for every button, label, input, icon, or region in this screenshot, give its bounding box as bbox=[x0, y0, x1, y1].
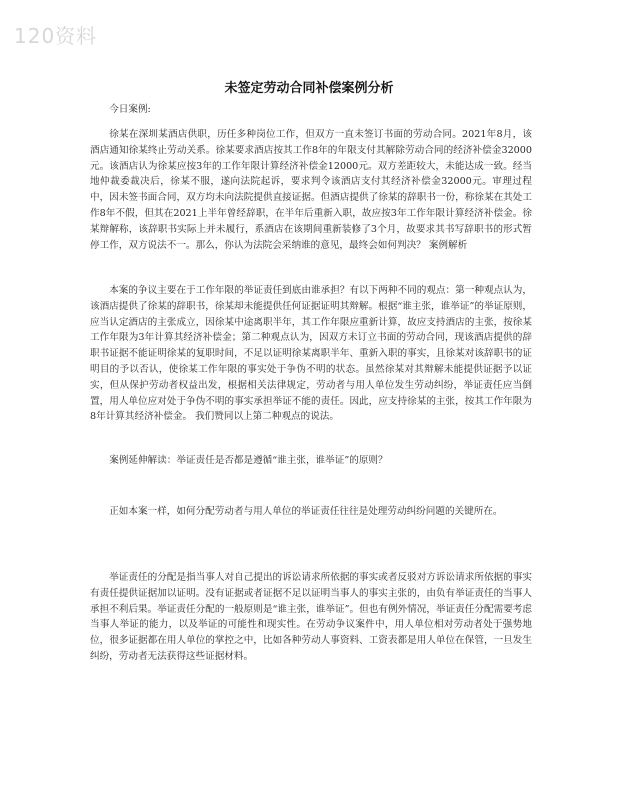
paragraph-case: 徐某在深圳某酒店供职，历任多种岗位工作，但双方一直未签订书面的劳动合同。2021年8月，该酒店通知徐某终止劳动关系。徐某要求酒店按其工作8年的年限支付其解除劳动合同的经济补偿金32000元。该酒店认为徐某应按3年的工作年限计算经济补偿金12000元。双方差距较大，未能达成一致。经当地仲裁委裁决后，徐某不服，遂向法院起诉，要求判令该酒店支付其经济补偿金32000元。审理过程中，因未签书面合同，双方均未向法院提供直接证据。但酒店提供了徐某的辞职书一份，称徐某在其处工作8年不假，但其在2021上半年曾经辞职，在半年后重新入职，故应按3年工作年限计算经济补偿金。徐某辩解称，该辞职书实际上并未履行，系酒店在该期间重新装修了3个月，故要求其书写辞职书的形式暂停工作，双方说法不一。那么，你认为法院会采纳谁的意见，最终会如何判决？ 案例解析 bbox=[90, 129, 532, 251]
document-title: 未签定劳动合同补偿案例分析 bbox=[224, 81, 394, 96]
paragraph-key-point: 正如本案一样，如何分配劳动者与用人单位的举证责任往往是处理劳动纠纷问题的关键所在。 bbox=[109, 506, 503, 517]
paragraph-burden-of-proof: 举证责任的分配是指当事人对自己提出的诉讼请求所依据的事实或者反驳对方诉讼请求所依据的事实有责任提供证据加以证明。没有证据或者证据不足以证明当事人的事实主张的，由负有举证责任的当事人承担不利后果。举证责任分配的一般原则是“谁主张，谁举证”。但也有例外情况，举证责任分配需要考虑当事人举证的能力，以及举证的可能性和现实性。在劳动争议案件中，用人单位相对劳动者处于强势地位，很多证据都在用人单位的掌控之中，比如各种劳动人事资料、工资表都是用人单位在保管，一旦发生纠纷，劳动者无法获得这些证据材料。 bbox=[90, 572, 532, 662]
watermark-text: 120资料 bbox=[14, 24, 98, 48]
paragraph-analysis: 本案的争议主要在于工作年限的举证责任到底由谁承担？有以下两种不同的观点：第一种观点认为，该酒店提供了徐某的辞职书，徐某却未能提供任何证据证明其辩解。根据“谁主张，谁举证”的举证原则，应当认定酒店的主张成立，因徐某中途离职半年，其工作年限应重新计算，故应支持酒店的主张，按徐某工作年限为3年计算其经济补偿金；第二种观点认为，因双方未订立书面的劳动合同，现该酒店提供的辞职书证据不能证明徐某的复职时间，不足以证明徐某离职半年、重新入职的事实，且徐某对该辞职书的证明目的予以否认，使徐某工作年限的事实处于争伪不明的状态。虽然徐某对其辩解未能提供证据予以证实，但从保护劳动者权益出发，根据相关法律规定，劳动者与用人单位发生劳动纠纷，举证责任应当倒置，用人单位应对处于争伪不明的事实承担举证不能的责任。因此，应支持徐某的主张，按其工作年限为8年计算其经济补偿金。 我们赞同以上第二种观点的说法。 bbox=[90, 285, 532, 423]
paragraph-extension-heading: 案例延伸解读：举证责任是否都是遵循“谁主张，谁举证”的原则？ bbox=[109, 455, 388, 466]
paragraph-intro: 今日案例: bbox=[109, 104, 151, 115]
